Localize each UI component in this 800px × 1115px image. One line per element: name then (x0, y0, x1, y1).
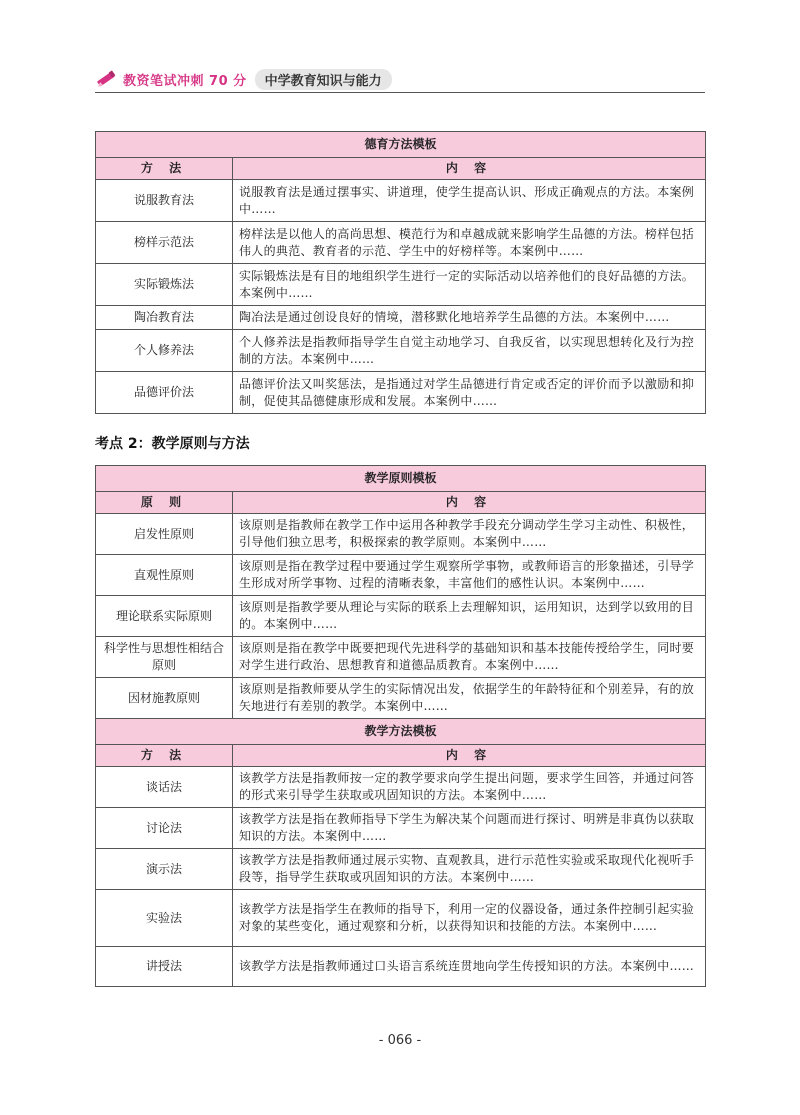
row-name: 因材施教原则 (96, 678, 233, 719)
row-description: 品德评价法又叫奖惩法，是指通过对学生品德进行肯定或否定的评价而予以激励和抑制，促使其品德健康形成和发展。本案例中…… (233, 372, 706, 414)
page-header (95, 68, 705, 90)
row-name: 启发性原则 (96, 514, 233, 555)
row-description: 实际锻炼法是有目的地组织学生进行一定的实际活动以培养他们的良好品德的方法。本案例中…… (233, 264, 706, 306)
row-name: 讨论法 (96, 808, 233, 849)
table-title: 教学方法模板 (96, 719, 706, 745)
subject-label: 中学教育知识与能力 (255, 69, 392, 90)
row-description: 该教学方法是指在教师指导下学生为解决某个问题而进行探讨、明辨是非真伪以获取知识的方法。本案例中…… (233, 808, 706, 849)
book-title: 教资笔试冲刺 70 分 (123, 73, 247, 89)
row-name: 实际锻炼法 (96, 264, 233, 306)
header-divider (95, 92, 705, 93)
table-row (96, 678, 706, 719)
row-name: 实验法 (96, 890, 233, 947)
row-description: 该教学方法是指教师按一定的教学要求向学生提出问题，要求学生回答，并通过问答的形式来引导学生获取或巩固知识的方法。本案例中…… (233, 767, 706, 808)
row-description: 个人修养法是指教师指导学生自觉主动地学习、自我反省，以实现思想转化及行为控制的方法。本案例中…… (233, 330, 706, 372)
row-description: 该教学方法是指教师通过口头语言系统连贯地向学生传授知识的方法。本案例中…… (233, 947, 706, 987)
table-row (96, 222, 706, 264)
column-header-content: 内 容 (233, 158, 706, 180)
table-row (96, 306, 706, 330)
table-row (96, 264, 706, 306)
row-name: 谈话法 (96, 767, 233, 808)
table-row (96, 767, 706, 808)
table-row (96, 808, 706, 849)
moral-education-table (95, 131, 706, 414)
pencil-icon (95, 68, 117, 90)
row-description: 榜样法是以他人的高尚思想、模范行为和卓越成就来影响学生品德的方法。榜样包括伟人的典范、教育者的示范、学生中的好榜样等。本案例中…… (233, 222, 706, 264)
row-name: 陶冶教育法 (96, 306, 233, 330)
table-title: 教学原则模板 (96, 466, 706, 492)
row-name: 直观性原则 (96, 555, 233, 596)
row-name: 说服教育法 (96, 180, 233, 222)
row-name: 榜样示范法 (96, 222, 233, 264)
table-row (96, 849, 706, 890)
column-header-method: 方 法 (96, 158, 233, 180)
table-row (96, 180, 706, 222)
column-header-content: 内 容 (233, 492, 706, 514)
table-title: 德育方法模板 (96, 132, 706, 158)
table-row (96, 372, 706, 414)
table-row (96, 514, 706, 555)
row-description: 该原则是指教学要从理论与实际的联系上去理解知识，运用知识，达到学以致用的目的。本案例中…… (233, 596, 706, 637)
row-name: 个人修养法 (96, 330, 233, 372)
row-name: 品德评价法 (96, 372, 233, 414)
row-description: 该原则是指教师要从学生的实际情况出发，依据学生的年龄特征和个别差异，有的放矢地进行有差别的教学。本案例中…… (233, 678, 706, 719)
table-row (96, 890, 706, 947)
row-description: 该原则是指教师在教学工作中运用各种教学手段充分调动学生学习主动性、积极性，引导他们独立思考，积极探索的教学原则。本案例中…… (233, 514, 706, 555)
table-row (96, 330, 706, 372)
page-number: - 066 - (378, 1033, 422, 1048)
row-name: 演示法 (96, 849, 233, 890)
table-row (96, 555, 706, 596)
table-row (96, 637, 706, 678)
row-name: 讲授法 (96, 947, 233, 987)
row-name: 理论联系实际原则 (96, 596, 233, 637)
column-header-method: 方 法 (96, 745, 233, 767)
row-description: 该教学方法是指学生在教师的指导下，利用一定的仪器设备，通过条件控制引起实验对象的某些变化，通过观察和分析，以获得知识和技能的方法。本案例中…… (233, 890, 706, 947)
row-description: 陶冶法是通过创设良好的情境，潜移默化地培养学生品德的方法。本案例中…… (233, 306, 706, 330)
teaching-principles-table (95, 465, 706, 987)
row-name: 科学性与思想性相结合原则 (96, 637, 233, 678)
row-description: 该原则是指在教学中既要把现代先进科学的基础知识和基本技能传授给学生，同时要对学生进行政治、思想教育和道德品质教育。本案例中…… (233, 637, 706, 678)
column-header-content: 内 容 (233, 745, 706, 767)
table-row (96, 596, 706, 637)
table-row (96, 947, 706, 987)
row-description: 该原则是指在教学过程中要通过学生观察所学事物，或教师语言的形象描述，引导学生形成对所学事物、过程的清晰表象，丰富他们的感性认识。本案例中…… (233, 555, 706, 596)
row-description: 说服教育法是通过摆事实、讲道理，使学生提高认识、形成正确观点的方法。本案例中…… (233, 180, 706, 222)
column-header-principle: 原 则 (96, 492, 233, 514)
section-heading: 考点 2：教学原则与方法 (95, 436, 250, 452)
row-description: 该教学方法是指教师通过展示实物、直观教具，进行示范性实验或采取现代化视听手段等，指导学生获取或巩固知识的方法。本案例中…… (233, 849, 706, 890)
